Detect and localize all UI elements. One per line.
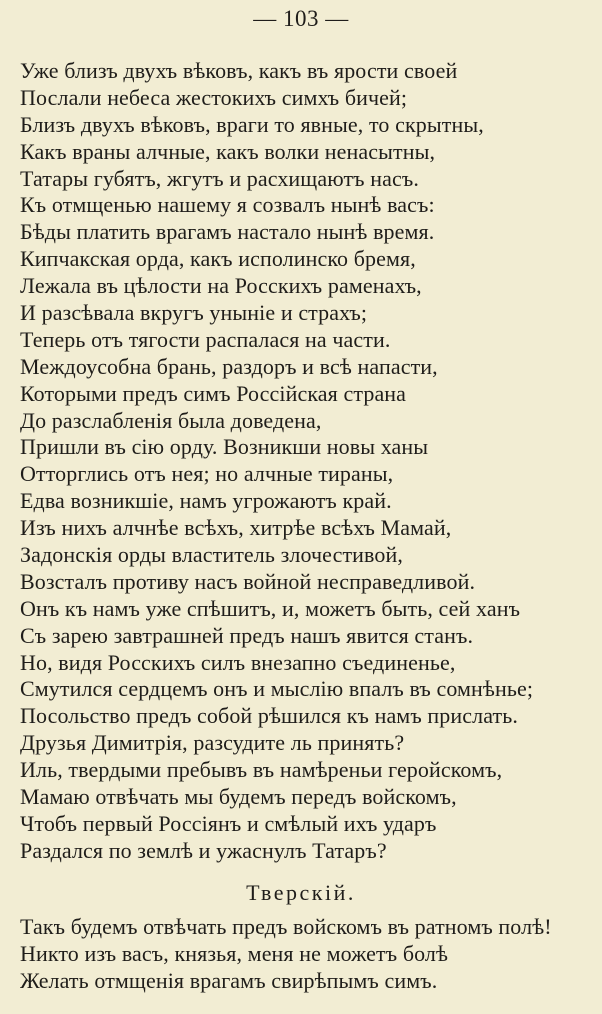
- verse-line: Раздался по землѣ и ужаснулъ Татаръ?: [20, 837, 387, 863]
- verse-line: Кипчакская орда, какъ исполинско бремя,: [20, 246, 416, 272]
- verse-line: Друзья Димитрія, разсудите ль принять?: [20, 730, 405, 756]
- verse-line: Близъ двухъ вѣковъ, враги то явные, то скрытны,: [20, 111, 484, 137]
- verse-line: Мамаю отвѣчать мы будемъ передъ войскомъ,: [20, 784, 457, 810]
- verse-block-2: [20, 914, 590, 995]
- verse-block: [20, 58, 590, 865]
- verse-line: Которыми предъ симъ Россійская страна: [20, 380, 407, 406]
- page-number: — 103 —: [253, 6, 349, 31]
- verse-line: Уже близъ двухъ вѣковъ, какъ въ ярости своей: [20, 58, 458, 83]
- verse-line: Бѣды платить врагамъ настало нынѣ время.: [20, 219, 435, 245]
- verse-line: Онъ къ намъ уже спѣшитъ, и, можетъ быть, сей ханъ: [20, 595, 521, 621]
- verse-line: Лежала въ цѣлости на Росскихъ раменахъ,: [20, 273, 422, 299]
- verse-line: Желать отмщенія врагамъ свирѣпымъ симъ.: [20, 967, 438, 993]
- verse-line: Послали небеса жестокихъ симхъ бичей;: [20, 84, 408, 110]
- verse-line: Теперь отъ тягости распалася на части.: [20, 326, 391, 352]
- verse-line: Татары губятъ, жгутъ и расхищаютъ насъ.: [20, 165, 419, 191]
- verse-line: Какъ враны алчные, какъ волки ненасытны,: [20, 138, 436, 164]
- verse-line: Посольство предъ собой рѣшился къ намъ прислать.: [20, 703, 518, 729]
- verse-line: Отторглись отъ нея; но алчные тираны,: [20, 461, 394, 487]
- verse-line: Возсталъ противу насъ войной несправедливой.: [20, 568, 476, 594]
- verse-line: Едва возникшіе, намъ угрожаютъ край.: [20, 488, 392, 514]
- verse-line: Пришли въ сію орду. Возникши новы ханы: [20, 434, 429, 460]
- verse-line: Изъ нихъ алчнѣе всѣхъ, хитрѣе всѣхъ Мамай,: [20, 515, 452, 541]
- verse-line: До разслабленія была доведена,: [20, 407, 322, 433]
- verse-line: И разсѣвала вкругъ уныніе и страхъ;: [20, 300, 368, 326]
- verse-line: Смутился сердцемъ онъ и мыслію впалъ въ сомнѣнье;: [20, 676, 534, 702]
- verse-line: Никто изъ васъ, князья, меня не можетъ болѣ: [20, 940, 449, 966]
- speaker-name: Тверскій.: [246, 880, 356, 905]
- verse-line: Но, видя Росскихъ силъ внезапно съединенье,: [20, 649, 456, 675]
- verse-line: Междоусобна брань, раздоръ и всѣ напасти,: [20, 353, 438, 379]
- verse-line: Такъ будемъ отвѣчать предъ войскомъ въ ратномъ полѣ!: [20, 914, 552, 939]
- verse-line: Задонскія орды властитель злочестивой,: [20, 542, 403, 568]
- verse-line: Къ отмщенью нашему я созвалъ нынѣ васъ:: [20, 192, 435, 218]
- verse-line: Съ зарею завтрашней предъ нашъ явится станъ.: [20, 622, 474, 648]
- verse-line: Иль, твердыми пребывъ въ намѣреньи геройскомъ,: [20, 757, 503, 783]
- verse-line: Чтобъ первый Россіянъ и смѣлый ихъ ударъ: [20, 810, 437, 836]
